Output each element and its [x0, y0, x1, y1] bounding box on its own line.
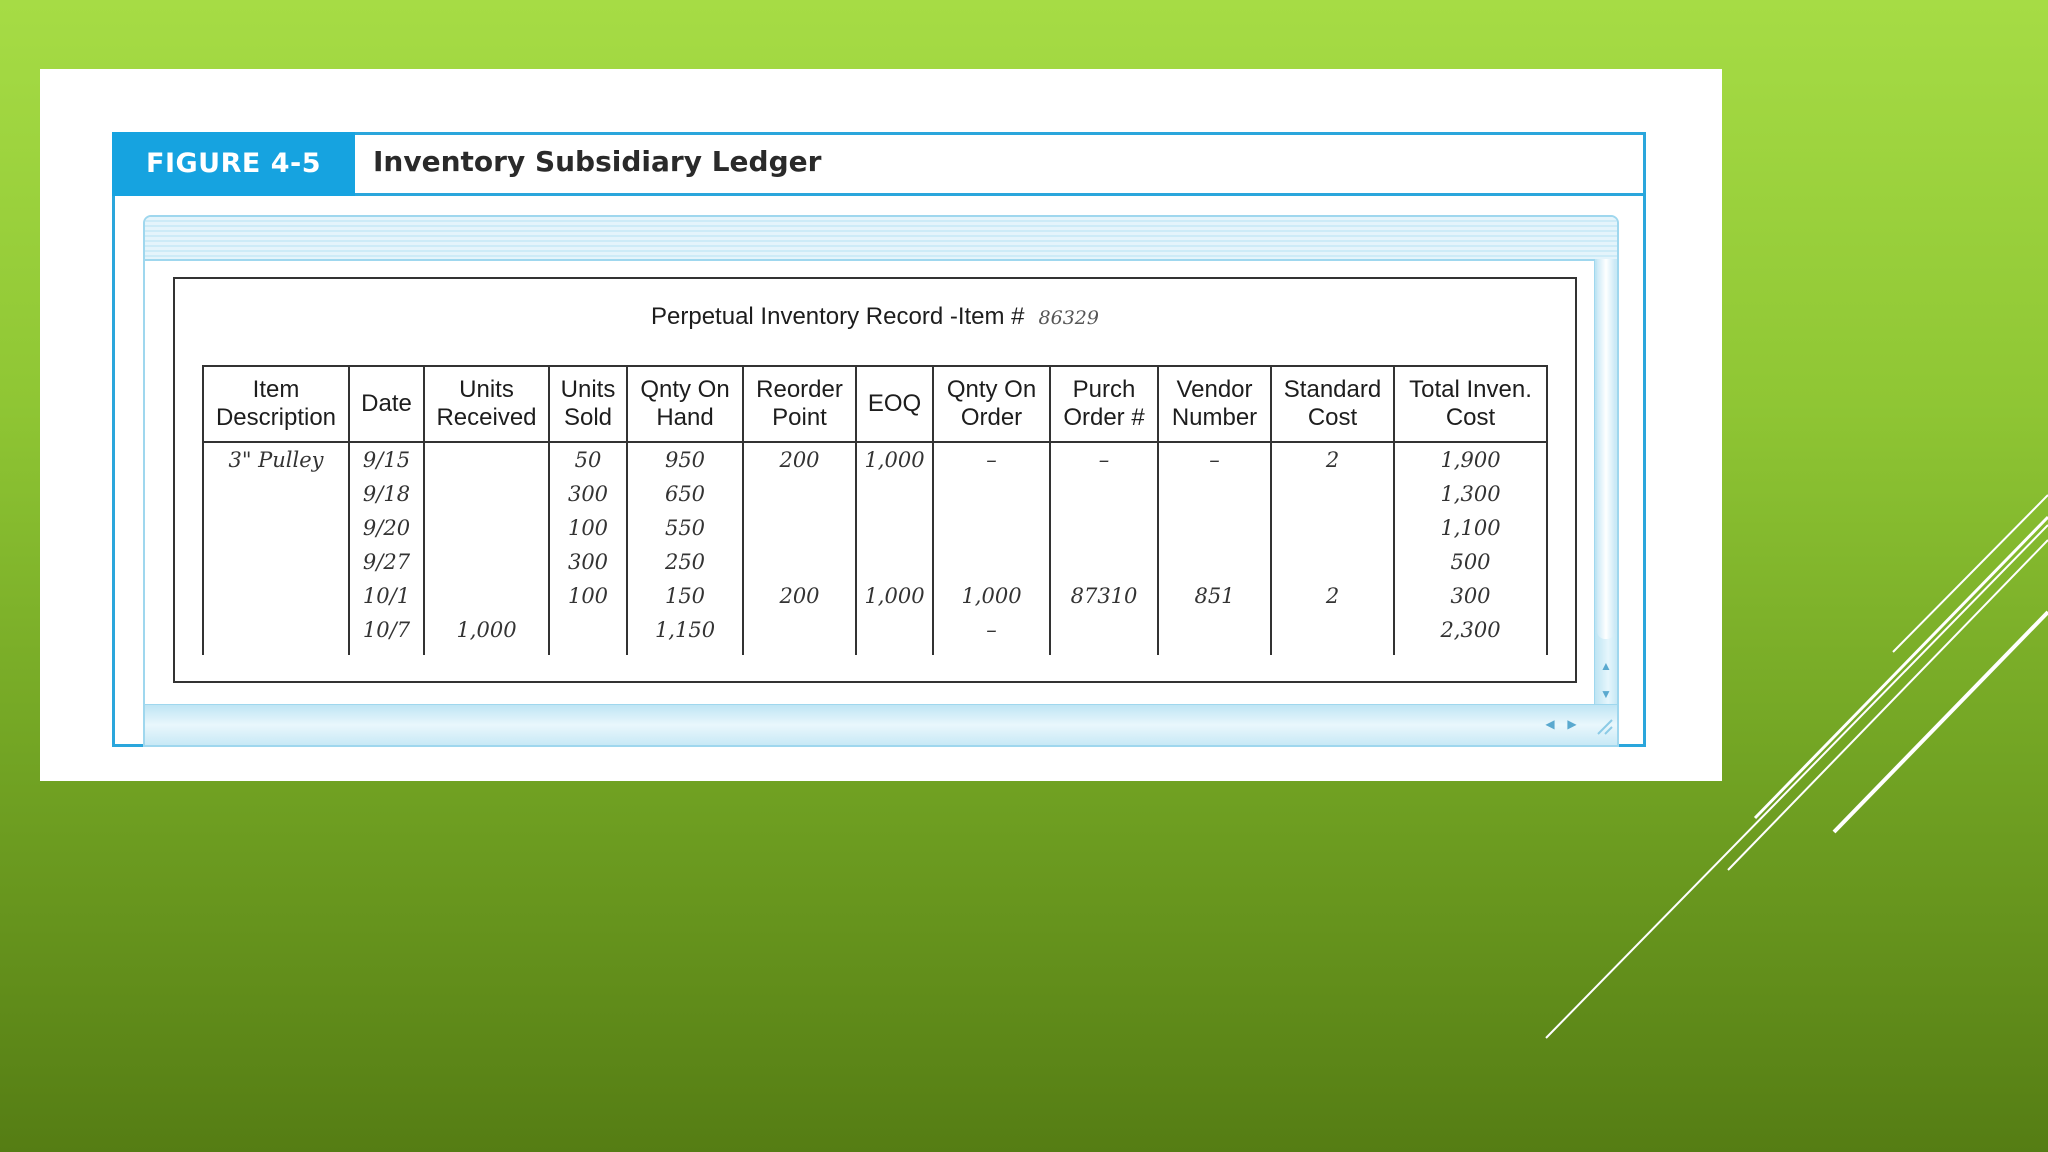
column-header — [1394, 366, 1547, 442]
table-cell: 1,000 — [933, 579, 1050, 613]
table-spacer-cell — [627, 647, 743, 655]
table-cell: 9/20 — [349, 511, 424, 545]
table-cell: 2 — [1271, 442, 1394, 477]
table-cell — [424, 477, 549, 511]
table-cell — [856, 477, 933, 511]
table-cell: 1,300 — [1394, 477, 1547, 511]
table-cell — [1271, 545, 1394, 579]
table-header-row — [203, 366, 1547, 442]
table-cell: 1,900 — [1394, 442, 1547, 477]
column-header-line1: Total Inven. — [1409, 376, 1532, 403]
vertical-scrollbar[interactable] — [1594, 259, 1617, 705]
table-cell — [933, 545, 1050, 579]
table-spacer-cell — [1394, 647, 1547, 655]
column-header-line1: Units — [459, 376, 514, 403]
record-title — [175, 303, 1575, 331]
column-header — [349, 366, 424, 442]
column-header-line1: Qnty On — [640, 376, 730, 403]
column-header-line2: Date — [361, 390, 412, 417]
table-cell: 300 — [549, 545, 627, 579]
column-header — [1050, 366, 1158, 442]
column-header-line1: Item — [252, 376, 300, 403]
column-header — [627, 366, 743, 442]
table-cell: 300 — [549, 477, 627, 511]
figure-title: Inventory Subsidiary Ledger — [373, 145, 822, 178]
scroll-left-icon[interactable]: ◀ — [1545, 717, 1555, 731]
table-cell — [743, 477, 856, 511]
table-cell — [856, 511, 933, 545]
table-cell — [1050, 477, 1158, 511]
column-header-line1: Qnty On — [946, 376, 1037, 403]
table-cell — [1271, 477, 1394, 511]
table-spacer-cell — [424, 647, 549, 655]
table-cell: 3" Pulley — [203, 442, 349, 477]
table-cell: 2,300 — [1394, 613, 1547, 647]
table-cell — [1158, 545, 1271, 579]
table-cell: 9/27 — [349, 545, 424, 579]
table-cell — [743, 511, 856, 545]
table-row — [203, 477, 1547, 511]
table-row — [203, 511, 1547, 545]
table-cell — [933, 511, 1050, 545]
table-cell — [856, 613, 933, 647]
table-row — [203, 579, 1547, 613]
table-cell: – — [1158, 442, 1271, 477]
table-spacer-cell — [1271, 647, 1394, 655]
table-cell — [549, 613, 627, 647]
column-header-line2: Number — [1171, 404, 1258, 431]
column-header — [856, 366, 933, 442]
column-header-line2: EOQ — [867, 390, 922, 417]
scroll-up-icon[interactable]: ▲ — [1600, 659, 1612, 673]
table-spacer-cell — [549, 647, 627, 655]
table-spacer-cell — [1158, 647, 1271, 655]
table-cell — [743, 613, 856, 647]
table-cell: 150 — [627, 579, 743, 613]
item-number: 86329 — [1038, 307, 1099, 329]
column-header-line2: Point — [772, 404, 827, 431]
table-cell: 9/18 — [349, 477, 424, 511]
column-header-line2: Order # — [1063, 404, 1145, 431]
table-cell — [203, 477, 349, 511]
column-header — [1158, 366, 1271, 442]
table-spacer-cell — [856, 647, 933, 655]
table-cell: 200 — [743, 579, 856, 613]
table-cell: 851 — [1158, 579, 1271, 613]
table-cell: 1,000 — [856, 579, 933, 613]
ledger-window — [143, 215, 1619, 747]
column-header-line1: Reorder — [756, 376, 843, 403]
column-header-line1: Units — [560, 376, 616, 403]
table-cell: 650 — [627, 477, 743, 511]
table-cell: 2 — [1271, 579, 1394, 613]
column-header-line2: Cost — [1445, 404, 1496, 431]
table-cell — [203, 579, 349, 613]
table-cell — [1158, 613, 1271, 647]
table-spacer-row — [203, 647, 1547, 655]
table-cell: 10/7 — [349, 613, 424, 647]
table-cell — [1271, 613, 1394, 647]
table-cell: 300 — [1394, 579, 1547, 613]
column-header-line1: Standard — [1283, 376, 1382, 403]
table-cell — [1271, 511, 1394, 545]
column-header — [424, 366, 549, 442]
column-header-line2: Hand — [656, 404, 714, 431]
column-header-line2: Sold — [563, 404, 613, 431]
table-cell — [743, 545, 856, 579]
table-cell: 100 — [549, 579, 627, 613]
horizontal-scrollbar[interactable] — [145, 704, 1617, 745]
table-cell — [203, 613, 349, 647]
table-body — [203, 442, 1547, 655]
column-header-line2: Order — [960, 404, 1023, 431]
column-header-line2: Cost — [1307, 404, 1358, 431]
table-cell: 100 — [549, 511, 627, 545]
table-cell — [203, 545, 349, 579]
inventory-ledger-table — [202, 365, 1548, 655]
table-cell: 950 — [627, 442, 743, 477]
column-header-line1: Vendor — [1176, 376, 1253, 403]
table-cell — [203, 511, 349, 545]
table-spacer-cell — [933, 647, 1050, 655]
table-cell — [1050, 613, 1158, 647]
table-spacer-cell — [349, 647, 424, 655]
table-cell — [424, 579, 549, 613]
table-cell — [1050, 545, 1158, 579]
table-cell — [424, 511, 549, 545]
column-header — [933, 366, 1050, 442]
vertical-scroll-thumb[interactable] — [1597, 259, 1615, 639]
table-cell: 1,000 — [424, 613, 549, 647]
table-row — [203, 442, 1547, 477]
table-cell: 200 — [743, 442, 856, 477]
table-spacer-cell — [743, 647, 856, 655]
table-cell — [424, 442, 549, 477]
table-cell — [424, 545, 549, 579]
table-cell: 1,100 — [1394, 511, 1547, 545]
column-header-line1: Purch — [1072, 376, 1136, 403]
figure-frame — [112, 132, 1646, 747]
column-header-line2: Received — [436, 404, 537, 431]
table-spacer-cell — [1050, 647, 1158, 655]
table-row — [203, 613, 1547, 647]
table-cell: 50 — [549, 442, 627, 477]
table-cell — [933, 477, 1050, 511]
column-header — [549, 366, 627, 442]
table-cell: 1,150 — [627, 613, 743, 647]
scroll-down-icon[interactable]: ▼ — [1600, 687, 1612, 701]
table-cell: 1,000 — [856, 442, 933, 477]
table-spacer-cell — [203, 647, 349, 655]
column-header — [743, 366, 856, 442]
table-cell — [1158, 477, 1271, 511]
table-cell: 500 — [1394, 545, 1547, 579]
figure-label: FIGURE 4-5 — [112, 132, 355, 196]
figure-card — [40, 69, 1722, 781]
table-cell: – — [1050, 442, 1158, 477]
perpetual-inventory-record — [173, 277, 1577, 683]
table-cell — [1050, 511, 1158, 545]
table-cell: – — [933, 613, 1050, 647]
table-cell — [856, 545, 933, 579]
table-cell: 550 — [627, 511, 743, 545]
table-cell: 10/1 — [349, 579, 424, 613]
title-rule — [355, 193, 1643, 196]
scroll-right-icon[interactable]: ▶ — [1567, 717, 1577, 731]
window-titlebar — [145, 217, 1617, 261]
record-title-text: Perpetual Inventory Record -Item # — [651, 303, 1025, 330]
resize-grip-icon[interactable] — [1595, 717, 1613, 735]
table-cell: 250 — [627, 545, 743, 579]
table-row — [203, 545, 1547, 579]
column-header — [203, 366, 349, 442]
table-cell: – — [933, 442, 1050, 477]
table-cell: 87310 — [1050, 579, 1158, 613]
column-header-line2: Description — [215, 404, 337, 431]
column-header — [1271, 366, 1394, 442]
table-cell: 9/15 — [349, 442, 424, 477]
table-cell — [1158, 511, 1271, 545]
